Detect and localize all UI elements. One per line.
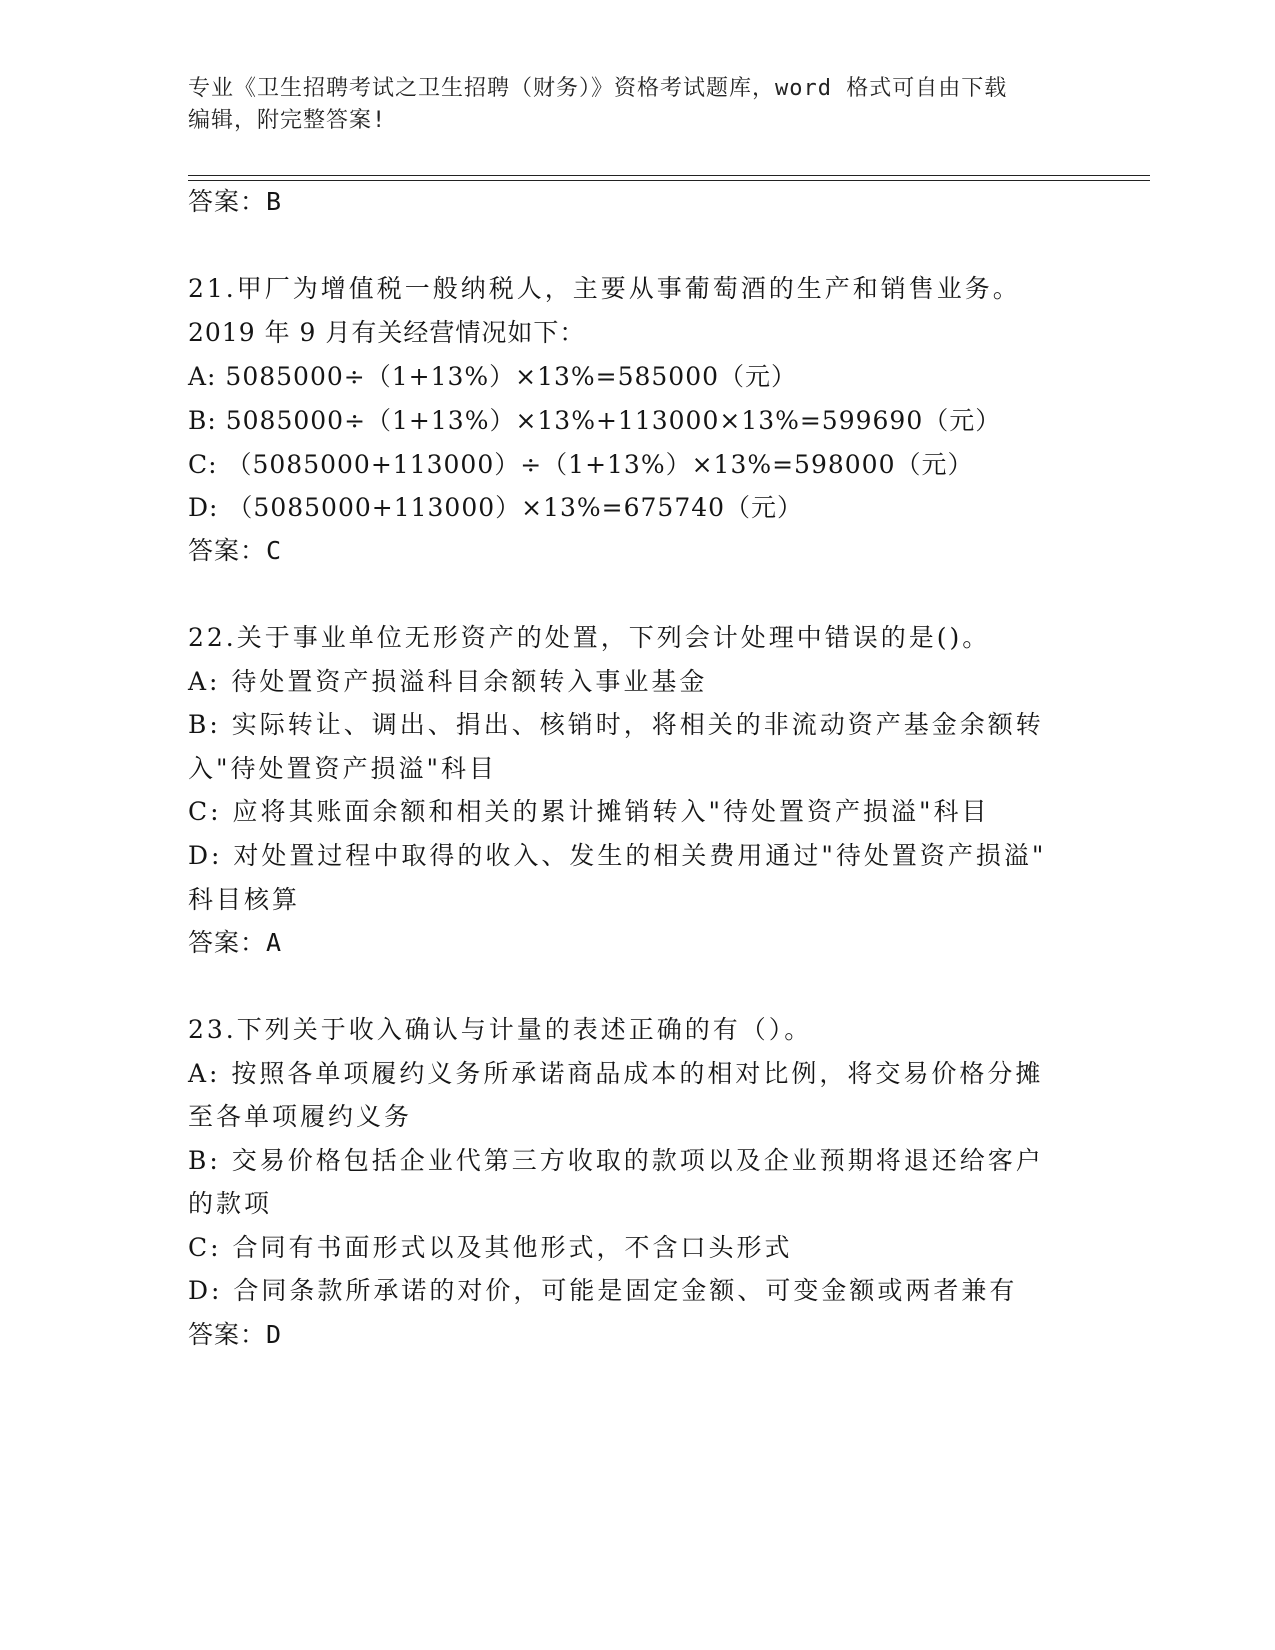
q21-option-d: D: （5085000+113000）×13%=675740（元）	[188, 493, 804, 522]
q22-stem: 22.关于事业单位无形资产的处置，下列会计处理中错误的是()。	[188, 623, 991, 652]
q22-option-b-line-2: 入"待处置资产损溢"科目	[188, 754, 497, 783]
q23-stem: 23.下列关于收入确认与计量的表述正确的有（）。	[188, 1015, 813, 1044]
q22-option-c: C: 应将其账面余额和相关的累计摊销转入"待处置资产损溢"科目	[188, 797, 990, 826]
page-header	[188, 73, 1068, 137]
q23-option-d: D: 合同条款所承诺的对价，可能是固定金额、可变金额或两者兼有	[188, 1276, 1018, 1305]
q21-option-c: C: （5085000+113000）÷（1+13%）×13%=598000（元）	[188, 450, 974, 479]
q22-option-d-line-2: 科目核算	[188, 885, 301, 914]
answer-previous: 答案：B	[188, 187, 283, 216]
q23-option-b-line-2: 的款项	[188, 1189, 273, 1218]
q21-stem-line-1: 21.甲厂为增值税一般纳税人，主要从事葡萄酒的生产和销售业务。	[188, 274, 1021, 303]
q22-option-b-line-1: B: 实际转让、调出、捐出、核销时，将相关的非流动资产基金余额转	[188, 710, 1044, 739]
q22-option-d-line-1: D: 对处置过程中取得的收入、发生的相关费用通过"待处置资产损溢"	[188, 841, 1047, 870]
q23-answer: 答案：D	[188, 1320, 283, 1349]
q22-option-a: A: 待处置资产损溢科目余额转入事业基金	[188, 667, 708, 696]
header-divider-bottom	[188, 180, 1150, 181]
header-line-1: 专业《卫生招聘考试之卫生招聘（财务）》资格考试题库，word 格式可自由下载	[188, 76, 1008, 101]
q22-answer: 答案：A	[188, 928, 283, 957]
header-line-2: 编辑，附完整答案!	[188, 108, 387, 133]
q23-option-c: C: 合同有书面形式以及其他形式，不含口头形式	[188, 1233, 793, 1262]
header-divider-top	[188, 175, 1150, 176]
q21-option-a: A: 5085000÷（1+13%）×13%=585000（元）	[188, 362, 798, 391]
q23-option-a-line-2: 至各单项履约义务	[188, 1102, 413, 1131]
q23-option-b-line-1: B: 交易价格包括企业代第三方收取的款项以及企业预期将退还给客户	[188, 1146, 1044, 1175]
q21-answer: 答案：C	[188, 536, 283, 565]
q21-option-b: B: 5085000÷（1+13%）×13%+113000×13%=599690（元）	[188, 406, 1002, 435]
q21-stem-line-2: 2019 年 9 月有关经营情况如下：	[188, 318, 586, 347]
q23-option-a-line-1: A: 按照各单项履约义务所承诺商品成本的相对比例，将交易价格分摊	[188, 1059, 1044, 1088]
